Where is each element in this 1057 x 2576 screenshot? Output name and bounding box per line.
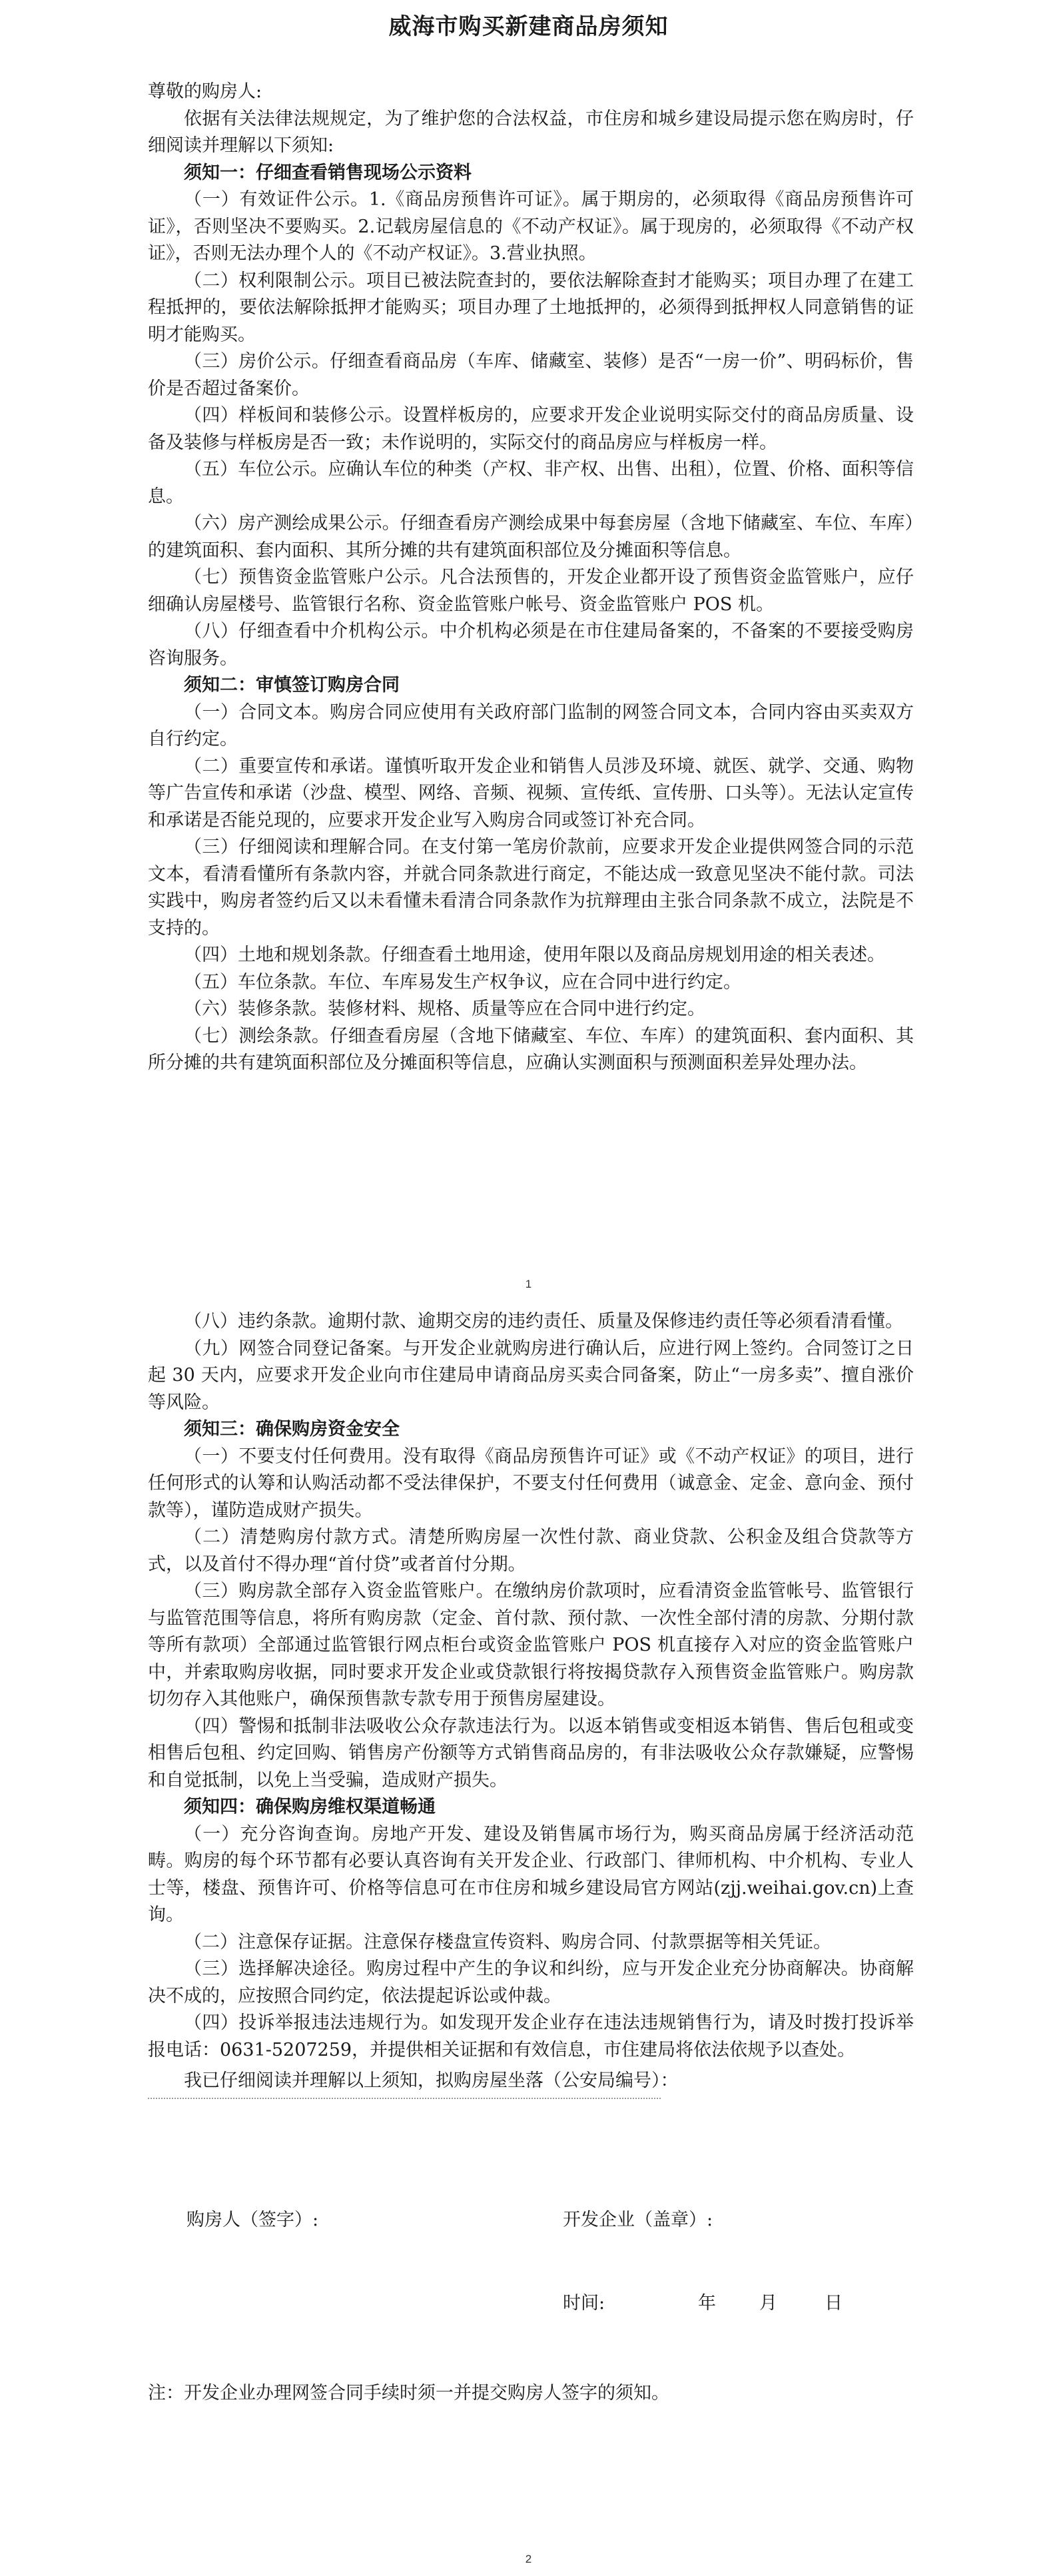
buyer-signature-label: 购房人（签字）: [186, 2210, 319, 2230]
section-2-item: （一）合同文本。购房合同应使用有关政府部门监制的网签合同文本，合同内容由买卖双方自行约定。 [148, 701, 914, 749]
section-1-item: （七）预售资金监管账户公示。凡合法预售的，开发企业都开设了预售资金监管账户，应仔细确认房屋楼号、监管银行名称、资金监管账户帐号、资金监管账户 POS 机。 [148, 567, 914, 615]
section-2-item: （六）装修条款。装修材料、规格、质量等应在合同中进行约定。 [184, 999, 705, 1019]
document-title: 威海市购买新建商品房须知 [388, 13, 669, 40]
section-4-heading: 须知四：确保购房维权渠道畅通 [184, 1797, 436, 1817]
page-number: 2 [525, 2553, 532, 2565]
footnote: 注：开发企业办理网签合同手续时须一并提交购房人签字的须知。 [148, 2383, 669, 2403]
page-number: 1 [525, 1278, 532, 1290]
date-month-label: 月 [759, 2293, 777, 2314]
section-2-item: （三）仔细阅读和理解合同。在支付第一笔房价款前，应要求开发企业提供网签合同的示范文本，看清看懂所有条款内容，并就合同条款进行商定，不能达成一致意见坚决不能付款。司法实践中，购房者签约后又以未看懂未看清合同条款作为抗辩理由主张合同条款不成立，法院是不支持的。 [148, 837, 914, 939]
date-year-label: 年 [698, 2293, 716, 2314]
document-page-2 [0, 1306, 1057, 2576]
section-2-item: （四）土地和规划条款。仔细查看土地用途，使用年限以及商品房规划用途的相关表述。 [184, 945, 885, 965]
date-day-label: 日 [825, 2293, 843, 2314]
section-3-item: （二）清楚购房付款方式。清楚所购房屋一次性付款、商业贷款、公积金及组合贷款等方式，以及首付不得办理“首付贷”或者首付分期。 [148, 1527, 914, 1575]
section-1-item: （六）房产测绘成果公示。仔细查看房产测绘成果中每套房屋（含地下储藏室、车位、车库）的建筑面积、套内面积、其所分摊的共有建筑面积部位及分摊面积等信息。 [148, 513, 914, 561]
section-4-item: （三）选择解决途径。购房过程中产生的争议和纠纷，应与开发企业充分协商解决。协商解决不成的，应按照合同约定，依法提起诉讼或仲裁。 [148, 1958, 914, 2006]
section-2-item: （二）重要宣传和承诺。谨慎听取开发企业和销售人员涉及环境、就医、就学、交通、购物等广告宣传和承诺（沙盘、模型、网络、音频、视频、宣传纸、宣传册、口头等）。无法认定宣传和承诺是否能兑现的，应要求开发企业写入购房合同或签订补充合同。 [148, 755, 914, 831]
section-1-item: （一）有效证件公示。1.《商品房预售许可证》。属于期房的，必须取得《商品房预售许可证》，否则坚决不要购买。2.记载房屋信息的《不动产权证》。属于现房的，必须取得《不动产权证》，否则无法办理个人的《不动产权证》。3.营业执照。 [148, 189, 914, 264]
section-4-item: （一）充分咨询查询。房地产开发、建设及销售属市场行为，购买商品房属于经济活动范畴。购房的每个环节都有必要认真咨询有关开发企业、行政部门、律师机构、中介机构、专业人士等，楼盘、预售许可、价格等信息可在市住房和城乡建设局官方网站(zjj.weihai.gov.cn)上查询。 [148, 1823, 914, 1925]
date-time-label: 时间: [563, 2293, 605, 2314]
section-4-item: （二）注意保存证据。注意保存楼盘宣传资料、购房合同、付款票据等相关凭证。 [184, 1931, 831, 1952]
section-2-item: （五）车位条款。车位、车库易发生产权争议，应在合同中进行约定。 [184, 971, 741, 993]
section-3-item: （一）不要支付任何费用。没有取得《商品房预售许可证》或《不动产权证》的项目，进行任何形式的认筹和认购活动都不受法律保护，不要支付任何费用（诚意金、定金、意向金、预付款等），谨防造成财产损失。 [148, 1446, 914, 1521]
section-1-item: （五）车位公示。应确认车位的种类（产权、非产权、出售、出租），位置、价格、面积等信息。 [148, 459, 914, 507]
section-3-item: （三）购房款全部存入资金监管账户。在缴纳房价款项时，应看清资金监管帐号、监管银行与监管范围等信息，将所有购房款（定金、首付款、预付款、一次性全部付清的房款、分期付款等所有款项）全部通过监管银行网点柜台或资金监管账户 POS 机直接存入对应的资金监管账户中，并索取购房收据，同时要求开发企业或贷款银行将按揭贷款存入预售资金监管账户。购房款切勿存入其他账户，确保预售款专款专用于预售房屋建设。 [148, 1581, 914, 1709]
page-1-body [148, 79, 914, 1077]
greeting: 尊敬的购房人: [148, 81, 262, 102]
page-2-body [148, 1308, 914, 2099]
section-2-item: （八）违约条款。逾期付款、逾期交房的违约责任、质量及保修违约责任等必须看清看懂。 [184, 1311, 903, 1332]
section-3-heading: 须知三：确保购房资金安全 [184, 1419, 400, 1440]
section-2-item: （九）网签合同登记备案。与开发企业就购房进行确认后，应进行网上签约。合同签订之日起 30 天内，应要求开发企业向市住建局申请商品房买卖合同备案，防止“一房多卖”、擅自涨价等风险。 [148, 1338, 914, 1413]
section-1-heading: 须知一：仔细查看销售现场公示资料 [184, 162, 472, 183]
developer-seal-label: 开发企业（盖章）: [563, 2210, 713, 2230]
section-1-item: （四）样板间和装修公示。设置样板房的，应要求开发企业说明实际交付的商品房质量、设备及装修与样板房是否一致；未作说明的，实际交付的商品房应与样板房一样。 [148, 405, 914, 453]
intro-paragraph: 依据有关法律法规规定，为了维护您的合法权益，市住房和城乡建设局提示您在购房时，仔细阅读并理解以下须知: [148, 108, 914, 156]
section-3-item: （四）警惕和抵制非法吸收公众存款违法行为。以返本销售或变相返本销售、售后包租或变相售后包租、约定回购、销售房产份额等方式销售商品房的，有非法吸收公众存款嫌疑，应警惕和自觉抵制，以免上当受骗，造成财产损失。 [148, 1715, 914, 1791]
address-fill-line[interactable] [148, 2098, 661, 2099]
acknowledge-statement: 我已仔细阅读并理解以上须知，拟购房屋坐落（公安局编号）： [184, 2070, 679, 2091]
section-1-item: （三）房价公示。仔细查看商品房（车库、储藏室、装修）是否“一房一价”、明码标价，售价是否超过备案价。 [148, 351, 914, 399]
section-1-item: （二）权利限制公示。项目已被法院查封的，要依法解除查封才能购买；项目办理了在建工程抵押的，要依法解除抵押才能购买；项目办理了土地抵押的，必须得到抵押权人同意销售的证明才能购买。 [148, 270, 914, 345]
section-4-item: （四）投诉举报违法违规行为。如发现开发企业存在违法违规销售行为，请及时拨打投诉举报电话：0631-5207259，并提供相关证据和有效信息，市住建局将依法依规予以查处。 [148, 2012, 914, 2060]
section-1-item: （八）仔细查看中介机构公示。中介机构必须是在市住建局备案的，不备案的不要接受购房咨询服务。 [148, 621, 914, 669]
section-2-item: （七）测绘条款。仔细查看房屋（含地下储藏室、车位、车库）的建筑面积、套内面积、其所分摊的共有建筑面积部位及分摊面积等信息，应确认实测面积与预测面积差异处理办法。 [148, 1025, 914, 1073]
section-2-heading: 须知二：审慎签订购房合同 [184, 675, 400, 695]
